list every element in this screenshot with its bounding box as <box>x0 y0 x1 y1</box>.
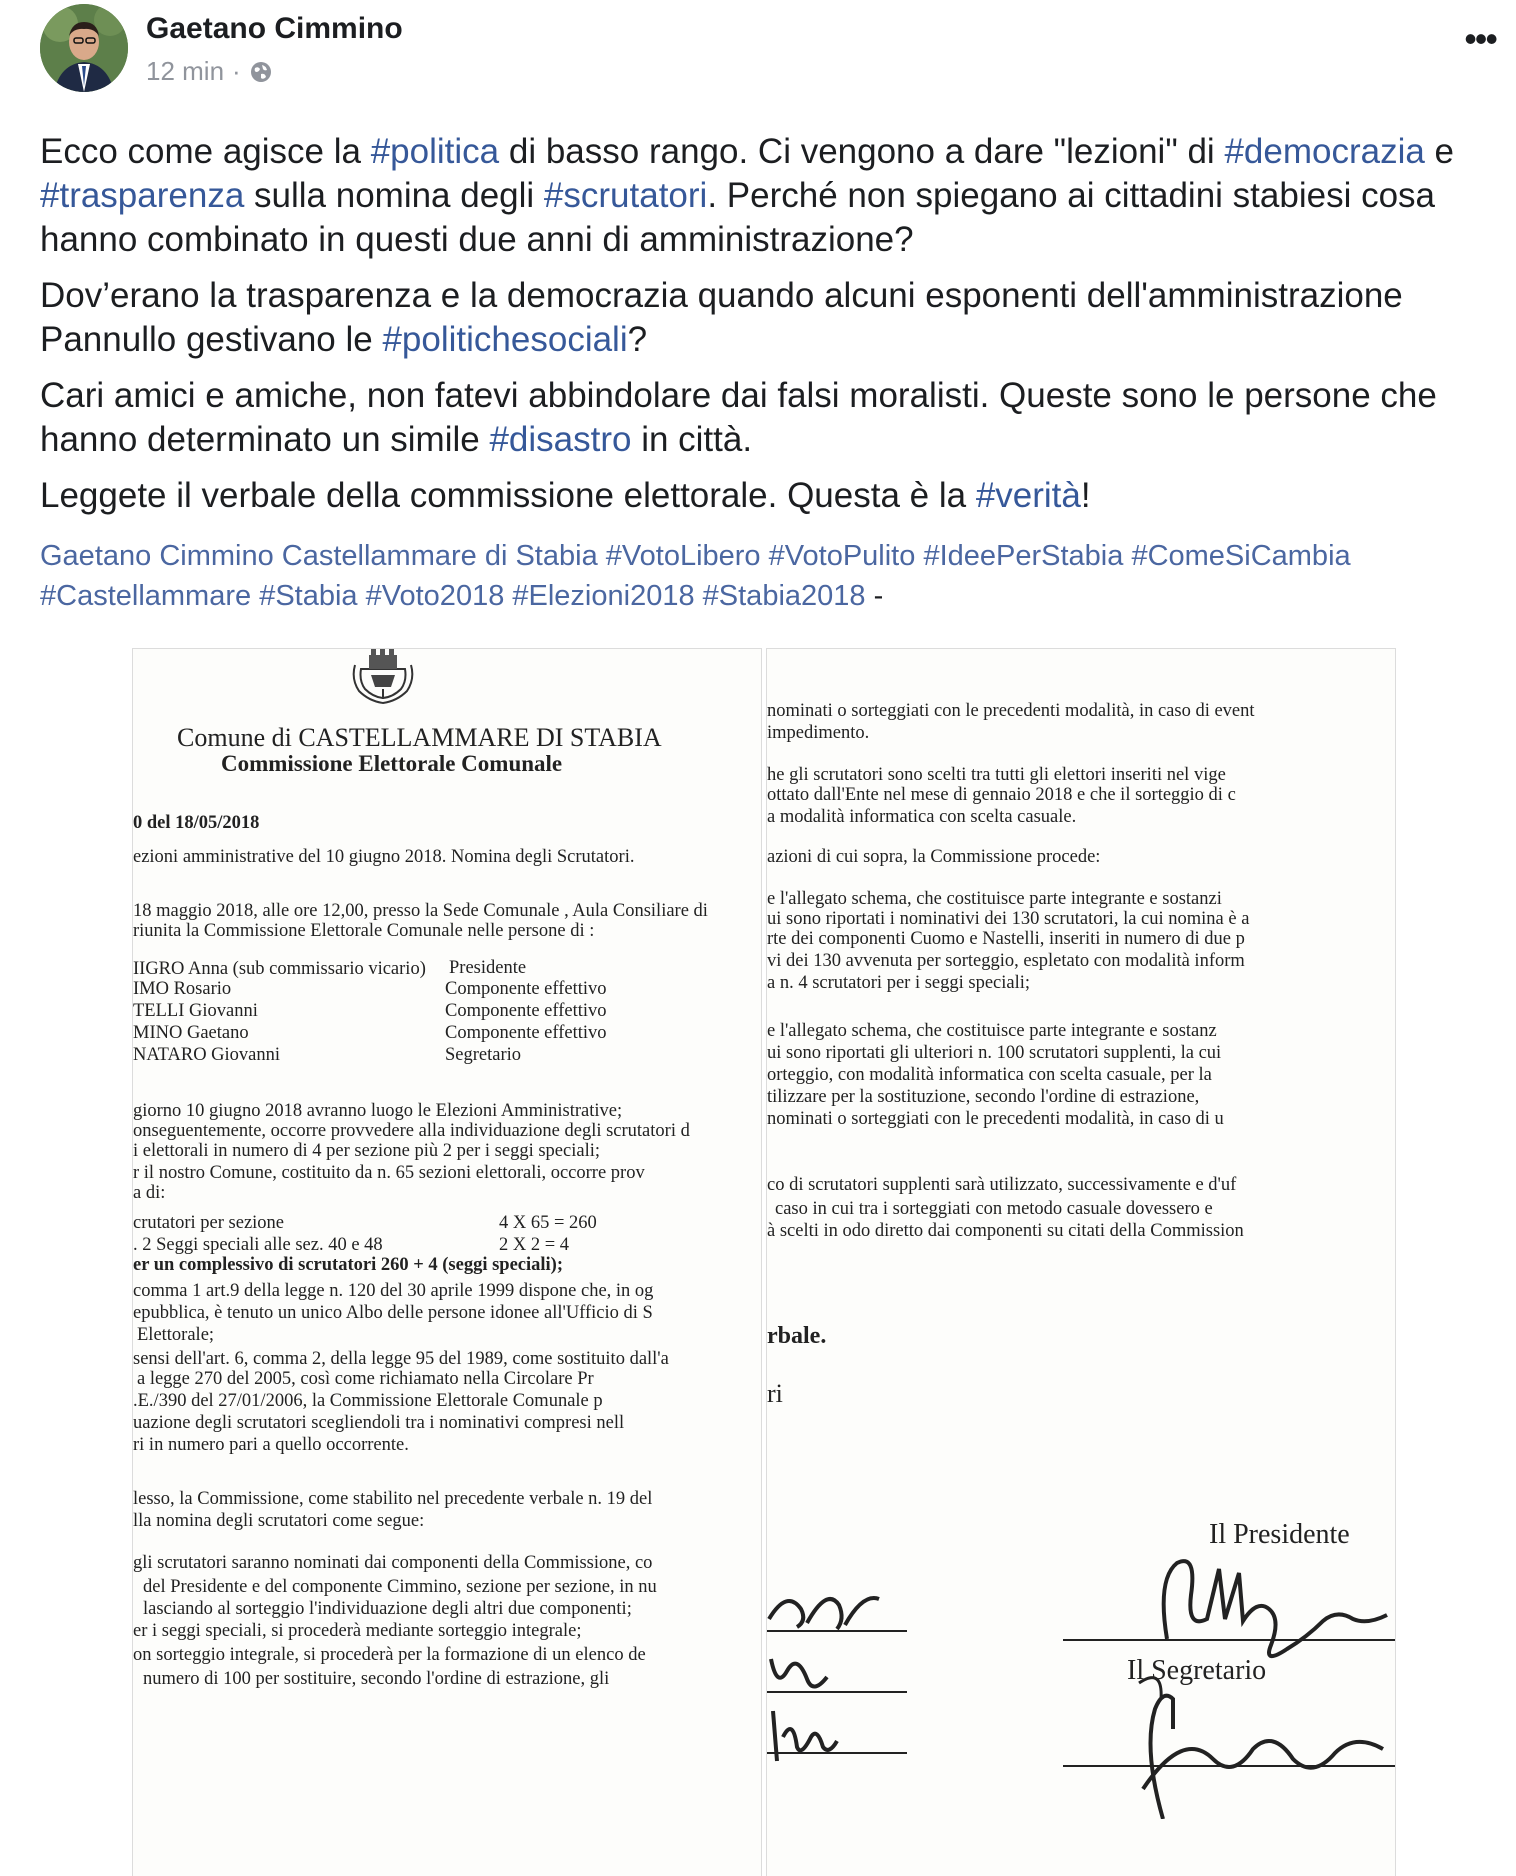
doc-left-line: sensi dell'art. 6, comma 2, della legge 95 del 1989, come sostituito dall'a <box>133 1349 669 1369</box>
doc-right-line: e l'allegato schema, che costituisce parte integrante e sostanz <box>767 1021 1217 1041</box>
post-text-span: Ecco come agisce la <box>40 132 371 171</box>
doc-left-line: comma 1 art.9 della legge n. 120 del 30 aprile 1999 dispone che, in og <box>133 1281 654 1301</box>
doc-right-line: ui sono riportati gli ulteriori n. 100 scrutatori supplenti, la cui <box>767 1043 1222 1063</box>
doc-left-line: er i seggi speciali, si procederà mediante sorteggio integrale; <box>133 1621 582 1641</box>
doc-left-line: a di: <box>133 1183 166 1203</box>
doc-left-line: IIGRO Anna (sub commissario vicario) <box>133 959 426 979</box>
doc-right-line: a modalità informatica con scelta casuale. <box>767 807 1077 827</box>
signature-mark-3 <box>767 1707 907 1763</box>
secretary-label: Il Segretario <box>1127 1655 1267 1686</box>
post-text <box>40 130 1480 530</box>
tag-link[interactable]: #IdeePerStabia <box>923 540 1124 572</box>
post-text-span: Dov’erano la trasparenza e la democrazia quando alcuni esponenti dell'amministrazione Pannullo gestivano le <box>40 276 1403 359</box>
doc-right-line: ottato dall'Ente nel mese di gennaio 2018 e che il sorteggio di c <box>767 785 1236 805</box>
post-text-span: Leggete il verbale della commissione elettorale. Questa è la <box>40 476 976 515</box>
calc-0: 4 X 65 = 260 <box>499 1213 597 1233</box>
hashtag-link[interactable]: #politichesociali <box>382 320 628 359</box>
hashtag-link[interactable]: #verità <box>975 476 1081 515</box>
doc-right-line: a n. 4 scrutatori per i seggi speciali; <box>767 973 1031 993</box>
tag-link[interactable]: #Elezioni2018 <box>512 580 695 612</box>
doc-left-line: ri in numero pari a quello occorrente. <box>133 1435 409 1455</box>
doc-right-line: nominati o sorteggiati con le precedenti modalità, in caso di event <box>767 701 1255 721</box>
post-meta <box>146 56 273 87</box>
doc-left-line: onseguentemente, occorre provvedere alla individuazione degli scrutatori d <box>133 1121 690 1141</box>
signature-mark-1 <box>767 1579 907 1639</box>
tag-link[interactable]: #Stabia2018 <box>702 580 866 612</box>
doc-right-line: impedimento. <box>767 723 870 743</box>
president-label: Il Presidente <box>1209 1519 1350 1550</box>
doc-left-line: . 2 Seggi speciali alle sez. 40 e 48 <box>133 1235 383 1255</box>
signature-mark-2 <box>767 1649 907 1699</box>
doc-left-line: lesso, la Commissione, come stabilito nel precedente verbale n. 19 del <box>133 1489 653 1509</box>
tag-link[interactable]: #VotoLibero <box>605 540 761 572</box>
doc-title: Comune di CASTELLAMMARE DI STABIA <box>177 723 662 752</box>
post-tags <box>40 536 1480 616</box>
globe-icon <box>249 60 273 84</box>
more-options-icon[interactable]: ••• <box>1464 18 1496 59</box>
doc-left-line: gli scrutatori saranno nominati dai componenti della Commissione, co <box>133 1553 653 1573</box>
doc-left-line: del Presidente e del componente Cimmino, sezione per sezione, in nu <box>143 1577 657 1597</box>
author-avatar[interactable] <box>40 4 128 92</box>
post-time[interactable]: 12 min <box>146 56 225 86</box>
attached-document-image[interactable] <box>130 648 1406 1876</box>
role-0: Presidente <box>449 958 527 978</box>
hashtag-link[interactable]: #trasparenza <box>40 176 245 215</box>
doc-left-line: ezioni amministrative del 10 giugno 2018. Nomina degli Scrutatori. <box>133 847 635 867</box>
role-1: Componente effettivo <box>445 979 607 999</box>
tag-link[interactable]: #VotoPulito <box>768 540 916 572</box>
post-text-span: e <box>1424 132 1455 171</box>
doc-right-line: rbale. <box>767 1323 827 1349</box>
role-4: Segretario <box>445 1045 522 1065</box>
doc-left-line: crutatori per sezione <box>133 1213 285 1233</box>
doc-right-line: nominati o sorteggiati con le precedenti modalità, in caso di u <box>767 1109 1224 1129</box>
post-paragraph <box>40 474 1480 518</box>
tag-link[interactable]: #Voto2018 <box>365 580 505 612</box>
document-page-left <box>132 648 762 1876</box>
doc-right-line: e l'allegato schema, che costituisce parte integrante e sostanzi <box>767 889 1222 909</box>
post-paragraph <box>40 130 1480 262</box>
calc-1: 2 X 2 = 4 <box>499 1235 570 1255</box>
doc-left-line: 18 maggio 2018, alle ore 12,00, presso la Sede Comunale , Aula Consiliare di <box>133 901 708 921</box>
secretary-signature <box>1103 1669 1395 1819</box>
post-paragraph <box>40 274 1480 362</box>
doc-right-line: he gli scrutatori sono scelti tra tutti gli elettori inseriti nel vige <box>767 765 1226 785</box>
tag-link[interactable]: Castellammare di Stabia <box>281 540 598 572</box>
doc-left-line: giorno 10 giugno 2018 avranno luogo le Elezioni Amministrative; <box>133 1101 623 1121</box>
doc-left-line: a legge 270 del 2005, così come richiamato nella Circolare Pr <box>137 1369 594 1389</box>
doc-right-line: rte dei componenti Cuomo e Nastelli, inseriti in numero di due p <box>767 929 1245 949</box>
doc-right-line: ri <box>767 1379 783 1408</box>
doc-subtitle: Commissione Elettorale Comunale <box>221 751 563 776</box>
post-header <box>0 0 1516 110</box>
post-paragraph <box>40 374 1480 462</box>
doc-left-line: TELLI Giovanni <box>133 1001 258 1021</box>
hashtag-link[interactable]: #scrutatori <box>543 176 708 215</box>
doc-left-line: riunita la Commissione Elettorale Comunale nelle persone di : <box>133 921 595 941</box>
doc-left-line: uazione degli scrutatori scegliendoli tra i nominativi compresi nell <box>133 1413 625 1433</box>
doc-left-line: r il nostro Comune, costituito da n. 65 sezioni elettorali, occorre prov <box>133 1163 645 1183</box>
post-text-span: ? <box>627 320 648 359</box>
doc-left-line: numero di 100 per sostituire, secondo l'ordine di estrazione, gli <box>143 1669 610 1689</box>
post-text-span: sulla nomina degli <box>244 176 544 215</box>
doc-left-line: IMO Rosario <box>133 979 232 999</box>
president-signature <box>1147 1549 1395 1669</box>
tag-link[interactable]: #Stabia <box>259 580 358 612</box>
role-2: Componente effettivo <box>445 1001 607 1021</box>
doc-right-line: ui sono riportati i nominativi dei 130 scrutatori, la cui nomina è a <box>767 909 1250 929</box>
post-text-span: Cari amici e amiche, non fatevi abbindolare dai falsi moralisti. Queste sono le persone che hanno determinato un simile <box>40 376 1437 459</box>
tag-link[interactable]: #ComeSiCambia <box>1131 540 1351 572</box>
post-text-span: di basso rango. Ci vengono a dare "lezioni" di <box>499 132 1225 171</box>
doc-right-line: vi dei 130 avvenuta per sorteggio, espletato con modalità inform <box>767 951 1245 971</box>
coat-of-arms-icon <box>343 649 423 709</box>
author-name[interactable]: Gaetano Cimmino <box>146 12 403 45</box>
post-text-span: ! <box>1080 476 1091 515</box>
hashtag-link[interactable]: #democrazia <box>1224 132 1425 171</box>
meta-separator: · <box>232 56 241 86</box>
doc-right-line: orteggio, con modalità informatica con scelta casuale, per la <box>767 1065 1212 1085</box>
document-page-right <box>766 648 1396 1876</box>
doc-left-line: on sorteggio integrale, si procederà per la formazione di un elenco de <box>133 1645 646 1665</box>
post-text-span: in città. <box>631 420 753 459</box>
doc-right-line: caso in cui tra i sorteggiati con metodo casuale dovessero e <box>775 1199 1213 1219</box>
doc-right-line: tilizzare per la sostituzione, secondo l'ordine di estrazione, <box>767 1087 1200 1107</box>
role-3: Componente effettivo <box>445 1023 607 1043</box>
doc-left-line: Elettorale; <box>137 1325 215 1345</box>
doc-left-line: 0 del 18/05/2018 <box>133 813 260 833</box>
doc-left-line: epubblica, è tenuto un unico Albo delle persone idonee all'Ufficio di S <box>133 1303 653 1323</box>
hashtag-link[interactable]: #disastro <box>489 420 632 459</box>
doc-right-line: co di scrutatori supplenti sarà utilizzato, successivamente e d'uf <box>767 1175 1237 1195</box>
hashtag-link[interactable]: #politica <box>370 132 500 171</box>
doc-left-line: MINO Gaetano <box>133 1023 249 1043</box>
doc-left-line: lla nomina degli scrutatori come segue: <box>133 1511 425 1531</box>
post-text-span: . Perché non spiegano ai cittadini stabiesi cosa hanno combinato in questi due anni di amministrazione? <box>40 176 1435 259</box>
doc-right-line: azioni di cui sopra, la Commissione procede: <box>767 847 1101 867</box>
doc-left-line: .E./390 del 27/01/2006, la Commissione Elettorale Comunale p <box>133 1391 603 1411</box>
doc-left-line: lasciando al sorteggio l'individuazione degli altri due componenti; <box>143 1599 632 1619</box>
tags-suffix: - <box>873 580 884 612</box>
doc-right-line: à scelti in odo diretto dai componenti su citati della Commission <box>767 1221 1244 1241</box>
tag-link[interactable]: #Castellammare <box>40 580 252 612</box>
doc-left-line: i elettorali in numero di 4 per sezione più 2 per i seggi speciali; <box>133 1141 600 1161</box>
doc-left-line: NATARO Giovanni <box>133 1045 281 1065</box>
doc-left-line: er un complessivo di scrutatori 260 + 4 (seggi speciali); <box>133 1255 564 1275</box>
tag-link[interactable]: Gaetano Cimmino <box>40 540 274 572</box>
